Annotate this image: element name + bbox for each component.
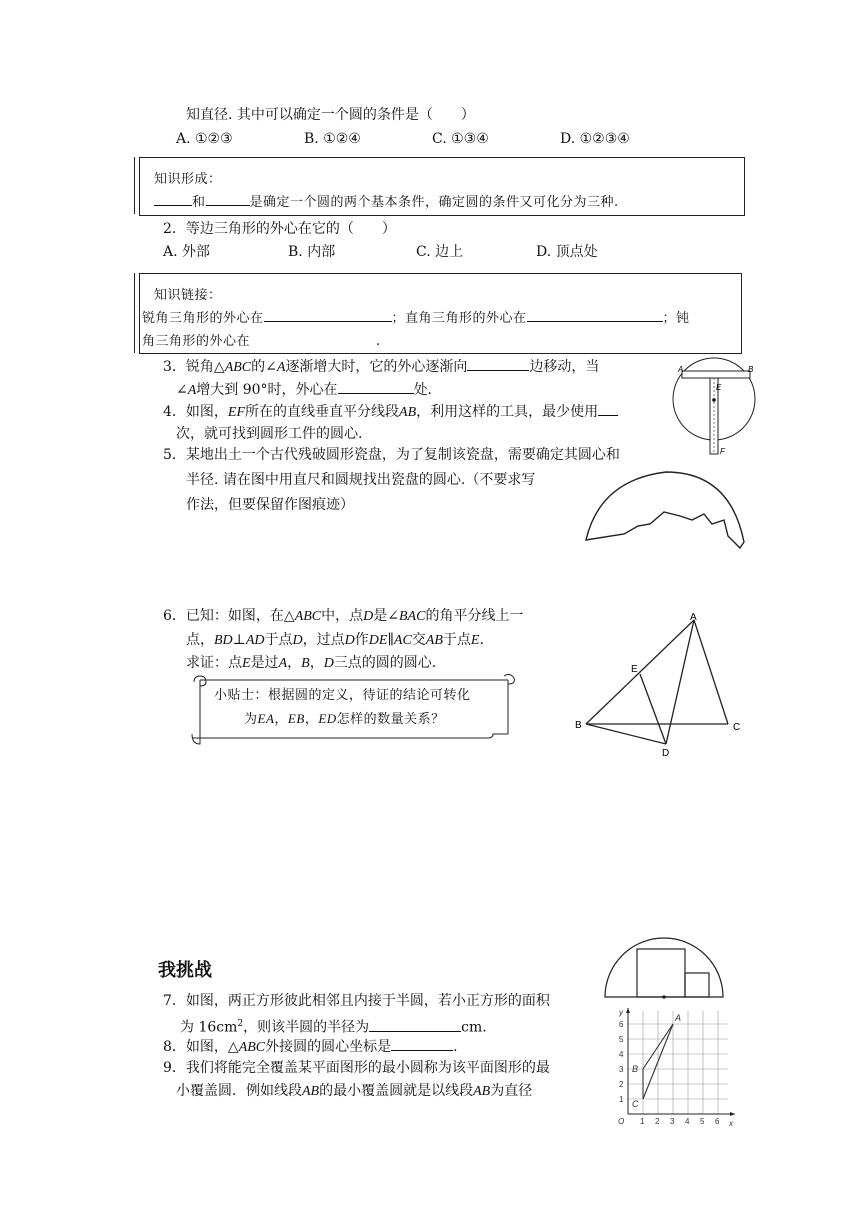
grid-origin-label: O <box>618 1117 625 1126</box>
q6-line2: 点，BD⊥AD于点D，过点D作DE∥AC交AB于点E. <box>186 632 484 648</box>
q2-option-c: C. 边上 <box>416 244 464 260</box>
box2-line2: 角三角形的外心在 . <box>142 334 381 349</box>
q1-option-c: C. ①③④ <box>432 131 489 147</box>
q2-option-d: D. 顶点处 <box>536 244 598 260</box>
q5-line1: 5．某地出土一个古代残破圆形瓷盘，为了复制该瓷盘，需要确定其圆心和 <box>163 447 620 463</box>
blank[interactable] <box>338 379 414 394</box>
x-tick: 3 <box>670 1117 675 1126</box>
tri-label-b: B <box>575 720 582 731</box>
q7-line1: 7．如图，两正方形彼此相邻且内接于半圆，若小正方形的面积 <box>163 993 550 1009</box>
blank[interactable] <box>264 307 392 322</box>
y-tick: 5 <box>619 1035 624 1044</box>
q8-line: 8．如图，△ABC外接圆的圆心坐标是 . <box>163 1036 458 1058</box>
q6-line3: 求证：点E是过A，B，D三点的圆的圆心. <box>186 655 437 671</box>
blank[interactable] <box>598 401 618 416</box>
q1-option-a: A. ①②③ <box>176 131 233 147</box>
q4-line1: 4．如图，EF所在的直线垂直平分线段AB，利用这样的工具，最少使用 <box>163 401 618 423</box>
tip-line2: 为EA，EB，ED怎样的数量关系？ <box>244 711 445 727</box>
grid-point-a: A <box>675 1013 682 1023</box>
y-tick: 2 <box>619 1080 624 1089</box>
knowledge-formation-box <box>139 157 745 216</box>
q3-line1: 3．锐角△ABC的∠A逐渐增大时，它的外心逐渐向 边移动，当 <box>163 356 599 378</box>
q9-line1: 9．我们将能完全覆盖某平面图形的最小圆称为该平面图形的最 <box>163 1060 550 1076</box>
q6-line1: 6．已知：如图，在△ABC中，点D是∠BAC的角平分线上一 <box>163 608 524 624</box>
blank[interactable] <box>527 307 663 322</box>
knowledge-link-box <box>139 273 742 354</box>
semicircle-squares-figure <box>603 936 725 1000</box>
x-tick: 5 <box>700 1117 705 1126</box>
grid-x-label: x <box>729 1119 733 1128</box>
tri-label-c: C <box>733 722 741 733</box>
tool-label-e: E <box>716 383 722 392</box>
tip-line1: 小贴士：根据圆的定义，待证的结论可转化 <box>214 688 471 703</box>
grid-point-c: C <box>632 1099 639 1109</box>
tri-label-a: A <box>690 612 697 623</box>
q7-line2: 为 $16cm^2$，则该半圆的半径为 cm. <box>180 1014 487 1038</box>
tool-label-f: F <box>720 447 725 456</box>
blank[interactable] <box>369 1017 461 1032</box>
q5-line2: 半径. 请在图中用直尺和圆规找出瓷盘的圆心.（不要求写 <box>186 472 536 488</box>
q2-line: 2．等边三角形的外心在它的（ ） <box>163 221 396 237</box>
triangle-abc-figure <box>572 610 748 762</box>
y-tick: 6 <box>619 1020 624 1029</box>
x-tick: 6 <box>715 1117 720 1126</box>
y-tick: 3 <box>619 1065 624 1074</box>
box1-side-bar <box>134 157 135 214</box>
challenge-heading: 我挑战 <box>158 960 212 981</box>
q2-option-a: A. 外部 <box>163 244 211 260</box>
tri-label-d: D <box>662 748 670 759</box>
blank[interactable] <box>391 1036 453 1051</box>
t-square-figure <box>668 354 768 458</box>
q1-option-b: B. ①②④ <box>304 131 361 147</box>
tool-label-b: B <box>748 365 754 374</box>
coordinate-grid-figure <box>603 1006 743 1132</box>
y-tick: 4 <box>619 1050 624 1059</box>
y-tick: 1 <box>619 1095 624 1104</box>
x-tick: 1 <box>640 1117 645 1126</box>
q1-line: 知直径. 其中可以确定一个圆的条件是（ ） <box>186 107 475 123</box>
q9-line2: 小覆盖圆．例如线段AB的最小覆盖圆就是以线段AB为直径 <box>176 1083 533 1099</box>
q3-line2: ∠A增大到 90°时，外心在 处. <box>176 379 432 401</box>
box1-title: 知识形成： <box>154 172 222 187</box>
box2-side-bar <box>134 273 135 353</box>
tool-label-a: A <box>678 365 684 374</box>
box2-line1: 锐角三角形的外心在 ；直角三角形的外心在 ；钝 <box>142 307 690 326</box>
blank[interactable] <box>154 191 192 206</box>
grid-point-b: B <box>632 1064 639 1074</box>
x-tick: 4 <box>685 1117 690 1126</box>
tri-label-e: E <box>631 664 638 675</box>
broken-plate-figure <box>580 462 750 552</box>
q1-option-d: D. ①②③④ <box>560 131 630 147</box>
blank[interactable] <box>206 191 250 206</box>
q4-line2: 次，就可找到圆形工件的圆心. <box>176 426 363 442</box>
box2-title: 知识链接： <box>154 288 222 303</box>
q2-option-b: B. 内部 <box>288 244 336 260</box>
blank[interactable] <box>467 356 529 371</box>
box1-text: 和 是确定一个圆的两个基本条件，确定圆的条件又可化分为三种. <box>154 191 619 210</box>
q5-line3: 作法，但要保留作图痕迹） <box>186 497 354 513</box>
grid-y-label: y <box>619 1008 623 1017</box>
x-tick: 2 <box>655 1117 660 1126</box>
